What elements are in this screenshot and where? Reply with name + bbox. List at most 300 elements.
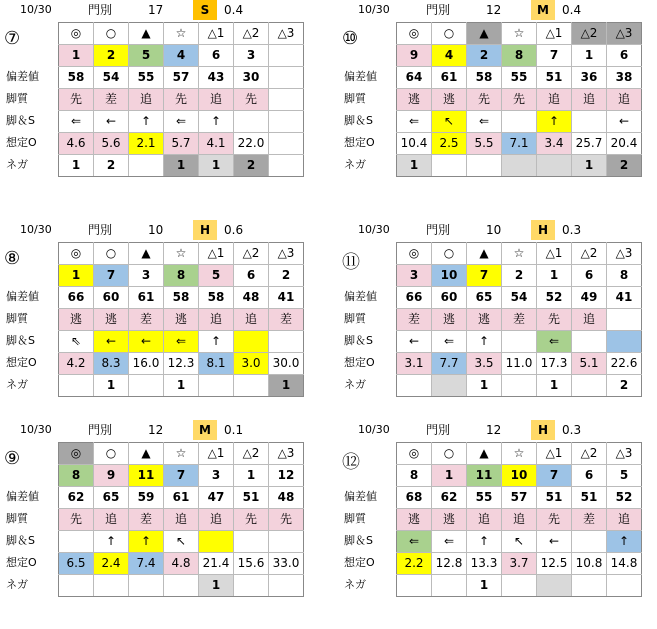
cell-marks: ▲: [467, 243, 502, 265]
cell-arrows: ↑: [607, 531, 642, 553]
cell-odds: 20.4: [607, 133, 642, 155]
cell-marks: ▲: [467, 443, 502, 465]
grid-row-arrows: [397, 111, 642, 133]
cell-marks: ○: [432, 23, 467, 45]
cell-nega: [432, 155, 467, 177]
cell-devs: 66: [59, 287, 94, 309]
race-distance: 12: [486, 3, 502, 17]
grid-row-marks: [397, 23, 642, 45]
grid-row-styles: [59, 509, 304, 531]
cell-marks: △2: [572, 23, 607, 45]
cell-arrows: ⇐: [432, 331, 467, 353]
cell-arrows: [502, 331, 537, 353]
cell-styles: 先: [234, 509, 269, 531]
cell-odds: 5.1: [572, 353, 607, 375]
row-label: 脚＆S: [344, 114, 373, 127]
cell-devs: 51: [572, 487, 607, 509]
cell-odds: 22.6: [607, 353, 642, 375]
cell-nega: [397, 375, 432, 397]
cell-styles: 先: [467, 89, 502, 111]
cell-styles: 先: [269, 509, 304, 531]
race-venue: 門別: [426, 3, 451, 17]
cell-odds: 22.0: [234, 133, 269, 155]
cell-horses: 8: [397, 465, 432, 487]
cell-marks: ▲: [129, 243, 164, 265]
grid-row-odds: [59, 133, 304, 155]
race-number: ⑪: [342, 252, 360, 273]
cell-nega: [607, 575, 642, 597]
race-number: ⑫: [342, 452, 360, 473]
grid-row-nega: [59, 375, 304, 397]
cell-styles: 追: [199, 89, 234, 111]
row-label: 想定O: [6, 356, 37, 369]
cell-marks: ☆: [164, 243, 199, 265]
row-label: 脚＆S: [6, 114, 35, 127]
cell-horses: 2: [467, 45, 502, 67]
cell-marks: △3: [607, 23, 642, 45]
cell-horses: 6: [199, 45, 234, 67]
cell-arrows: ←: [129, 331, 164, 353]
cell-nega: 1: [269, 375, 304, 397]
cell-devs: 52: [607, 487, 642, 509]
race-grid: [396, 442, 642, 597]
cell-nega: [502, 575, 537, 597]
race-condition: 0.4: [224, 3, 244, 17]
cell-arrows: ↑: [129, 111, 164, 133]
race-panel: [0, 420, 320, 620]
cell-marks: ○: [432, 243, 467, 265]
cell-marks: △3: [607, 243, 642, 265]
cell-nega: 1: [397, 155, 432, 177]
row-label: 偏差値: [344, 490, 377, 503]
grid-row-styles: [397, 89, 642, 111]
cell-horses: 8: [502, 45, 537, 67]
cell-horses: 3: [129, 265, 164, 287]
race-grid: [58, 22, 304, 177]
race-condition: 0.3: [562, 223, 582, 237]
cell-odds: 8.3: [94, 353, 129, 375]
cell-nega: 1: [467, 375, 502, 397]
cell-marks: ○: [94, 443, 129, 465]
cell-nega: [572, 375, 607, 397]
row-label: 偏差値: [6, 70, 39, 83]
cell-nega: [432, 575, 467, 597]
grid-row-devs: [397, 487, 642, 509]
cell-odds: 3.7: [502, 553, 537, 575]
cell-devs: 66: [397, 287, 432, 309]
cell-devs: [269, 67, 304, 89]
race-date: 10/30: [358, 423, 390, 436]
cell-odds: 5.5: [467, 133, 502, 155]
cell-odds: 2.2: [397, 553, 432, 575]
cell-horses: 7: [94, 265, 129, 287]
row-label: ネガ: [344, 578, 366, 591]
cell-styles: 差: [129, 509, 164, 531]
grid-row-horses: [59, 465, 304, 487]
cell-arrows: ⇐: [164, 331, 199, 353]
grid-row-styles: [397, 509, 642, 531]
row-label: ネガ: [6, 378, 28, 391]
grid-row-styles: [397, 309, 642, 331]
race-condition: 0.6: [224, 223, 244, 237]
cell-odds: 4.2: [59, 353, 94, 375]
grid-row-styles: [59, 309, 304, 331]
race-header: [338, 0, 657, 20]
cell-nega: 1: [94, 375, 129, 397]
cell-devs: 64: [397, 67, 432, 89]
cell-odds: 5.7: [164, 133, 199, 155]
grid-row-horses: [397, 45, 642, 67]
cell-arrows: ⇐: [164, 111, 199, 133]
cell-marks: ▲: [129, 23, 164, 45]
grid-row-devs: [59, 487, 304, 509]
cell-devs: 59: [129, 487, 164, 509]
cell-arrows: ↑: [94, 531, 129, 553]
row-label: 脚＆S: [6, 334, 35, 347]
cell-devs: 55: [129, 67, 164, 89]
cell-devs: 41: [269, 287, 304, 309]
race-grade: S: [193, 0, 217, 20]
cell-devs: 57: [164, 67, 199, 89]
race-condition: 0.3: [562, 423, 582, 437]
cell-devs: 55: [502, 67, 537, 89]
cell-arrows: ↑: [199, 331, 234, 353]
grid-row-horses: [59, 265, 304, 287]
cell-nega: [502, 375, 537, 397]
race-grid: [58, 442, 304, 597]
cell-horses: 11: [129, 465, 164, 487]
race-distance: 10: [148, 223, 164, 237]
cell-horses: 10: [502, 465, 537, 487]
cell-nega: [234, 575, 269, 597]
cell-devs: 49: [572, 287, 607, 309]
race-header: [0, 220, 320, 240]
cell-marks: ☆: [502, 443, 537, 465]
cell-nega: 1: [199, 155, 234, 177]
cell-marks: △2: [234, 23, 269, 45]
cell-devs: 51: [234, 487, 269, 509]
cell-odds: 3.5: [467, 353, 502, 375]
cell-styles: 追: [572, 309, 607, 331]
race-grade: H: [531, 420, 555, 440]
row-label: 脚質: [344, 92, 366, 105]
race-venue: 門別: [88, 223, 113, 237]
cell-odds: 11.0: [502, 353, 537, 375]
cell-styles: 追: [467, 509, 502, 531]
cell-odds: [269, 133, 304, 155]
cell-nega: [269, 155, 304, 177]
cell-styles: 追: [607, 509, 642, 531]
row-label: 脚＆S: [6, 534, 35, 547]
cell-odds: 12.3: [164, 353, 199, 375]
grid-row-marks: [397, 443, 642, 465]
row-label: ネガ: [6, 158, 28, 171]
cell-odds: 21.4: [199, 553, 234, 575]
cell-marks: ○: [432, 443, 467, 465]
row-label: ネガ: [344, 378, 366, 391]
cell-marks: ○: [94, 243, 129, 265]
cell-horses: 4: [164, 45, 199, 67]
cell-styles: 追: [234, 309, 269, 331]
cell-nega: [164, 575, 199, 597]
cell-arrows: ←: [94, 331, 129, 353]
race-condition: 0.1: [224, 423, 244, 437]
cell-styles: 先: [164, 89, 199, 111]
race-grid: [396, 22, 642, 177]
cell-arrows: ↑: [537, 111, 572, 133]
cell-arrows: [572, 111, 607, 133]
cell-marks: △2: [572, 243, 607, 265]
race-distance: 12: [486, 423, 502, 437]
cell-horses: 8: [607, 265, 642, 287]
cell-arrows: [502, 111, 537, 133]
cell-horses: 8: [59, 465, 94, 487]
cell-arrows: ⇐: [537, 331, 572, 353]
cell-devs: 36: [572, 67, 607, 89]
cell-devs: 54: [502, 287, 537, 309]
cell-devs: 58: [199, 287, 234, 309]
grid-row-nega: [59, 575, 304, 597]
grid-row-arrows: [59, 531, 304, 553]
cell-horses: 7: [164, 465, 199, 487]
cell-styles: 先: [537, 309, 572, 331]
cell-marks: △1: [199, 243, 234, 265]
cell-horses: 1: [432, 465, 467, 487]
cell-nega: [59, 575, 94, 597]
cell-nega: [537, 575, 572, 597]
cell-nega: [467, 155, 502, 177]
cell-marks: △2: [234, 243, 269, 265]
cell-odds: 8.1: [199, 353, 234, 375]
race-header: [338, 220, 657, 240]
cell-marks: ☆: [164, 23, 199, 45]
race-date: 10/30: [20, 423, 52, 436]
cell-nega: [59, 375, 94, 397]
cell-devs: 61: [432, 67, 467, 89]
cell-devs: 60: [94, 287, 129, 309]
row-label: 想定O: [344, 556, 375, 569]
race-date: 10/30: [20, 3, 52, 16]
cell-styles: 逃: [467, 309, 502, 331]
cell-marks: △1: [199, 23, 234, 45]
cell-arrows: [234, 111, 269, 133]
cell-odds: 14.8: [607, 553, 642, 575]
cell-styles: 追: [607, 89, 642, 111]
cell-devs: 65: [467, 287, 502, 309]
cell-styles: 追: [537, 89, 572, 111]
cell-styles: 追: [502, 509, 537, 531]
race-date: 10/30: [358, 3, 390, 16]
cell-styles: 先: [234, 89, 269, 111]
cell-horses: 9: [397, 45, 432, 67]
cell-marks: ▲: [467, 23, 502, 45]
cell-arrows: [59, 531, 94, 553]
cell-arrows: [269, 531, 304, 553]
cell-marks: ◎: [59, 443, 94, 465]
cell-arrows: [572, 331, 607, 353]
cell-styles: 差: [397, 309, 432, 331]
cell-marks: ☆: [164, 443, 199, 465]
cell-arrows: ⇐: [467, 111, 502, 133]
cell-nega: [572, 575, 607, 597]
grid-row-odds: [397, 133, 642, 155]
cell-horses: 5: [607, 465, 642, 487]
cell-nega: [537, 155, 572, 177]
cell-arrows: ⇐: [59, 111, 94, 133]
cell-odds: 17.3: [537, 353, 572, 375]
cell-horses: 4: [432, 45, 467, 67]
cell-devs: 52: [537, 287, 572, 309]
cell-styles: 逃: [432, 309, 467, 331]
cell-horses: 3: [397, 265, 432, 287]
cell-arrows: [234, 531, 269, 553]
cell-nega: [432, 375, 467, 397]
row-label: 偏差値: [344, 290, 377, 303]
cell-horses: 6: [572, 465, 607, 487]
row-label: 想定O: [344, 356, 375, 369]
cell-nega: 2: [607, 375, 642, 397]
cell-devs: 58: [164, 287, 199, 309]
row-label: 脚＆S: [344, 334, 373, 347]
race-condition: 0.4: [562, 3, 582, 17]
cell-marks: △2: [234, 443, 269, 465]
cell-odds: 7.1: [502, 133, 537, 155]
cell-devs: 38: [607, 67, 642, 89]
cell-styles: 追: [199, 509, 234, 531]
cell-horses: 1: [59, 45, 94, 67]
cell-horses: 2: [269, 265, 304, 287]
row-label: 脚質: [6, 512, 28, 525]
race-venue: 門別: [426, 223, 451, 237]
cell-odds: 2.4: [94, 553, 129, 575]
cell-horses: 3: [234, 45, 269, 67]
grid-row-devs: [397, 287, 642, 309]
grid-row-marks: [59, 443, 304, 465]
cell-styles: 差: [502, 309, 537, 331]
race-panel: [338, 220, 657, 420]
race-grade: M: [193, 420, 217, 440]
grid-row-horses: [397, 465, 642, 487]
cell-odds: 15.6: [234, 553, 269, 575]
cell-nega: 1: [467, 575, 502, 597]
race-distance: 10: [486, 223, 502, 237]
race-number: ⑦: [4, 28, 21, 49]
grid-row-nega: [59, 155, 304, 177]
cell-styles: 追: [572, 89, 607, 111]
cell-marks: ◎: [397, 23, 432, 45]
cell-devs: 61: [164, 487, 199, 509]
grid-row-arrows: [59, 331, 304, 353]
cell-odds: 12.8: [432, 553, 467, 575]
grid-row-odds: [59, 353, 304, 375]
cell-devs: 51: [537, 67, 572, 89]
race-panel: [0, 0, 320, 200]
cell-devs: 48: [234, 287, 269, 309]
cell-arrows: [234, 331, 269, 353]
cell-devs: 48: [269, 487, 304, 509]
cell-styles: 差: [129, 309, 164, 331]
cell-devs: 62: [432, 487, 467, 509]
cell-devs: 58: [467, 67, 502, 89]
row-label: 偏差値: [6, 290, 39, 303]
cell-nega: 1: [537, 375, 572, 397]
grid-row-nega: [397, 375, 642, 397]
cell-styles: 逃: [397, 89, 432, 111]
cell-arrows: [269, 331, 304, 353]
cell-odds: 30.0: [269, 353, 304, 375]
cell-devs: 60: [432, 287, 467, 309]
grid-row-arrows: [397, 331, 642, 353]
cell-nega: [397, 575, 432, 597]
race-distance: 12: [148, 423, 164, 437]
cell-marks: ☆: [502, 23, 537, 45]
row-label: 脚＆S: [344, 534, 373, 547]
cell-styles: 差: [94, 89, 129, 111]
cell-nega: [199, 375, 234, 397]
grid-row-horses: [59, 45, 304, 67]
cell-devs: 57: [502, 487, 537, 509]
cell-horses: 7: [537, 465, 572, 487]
cell-nega: [234, 375, 269, 397]
cell-horses: [269, 45, 304, 67]
cell-arrows: ↑: [199, 111, 234, 133]
race-number: ⑩: [342, 28, 359, 49]
cell-horses: 11: [467, 465, 502, 487]
cell-odds: 2.1: [129, 133, 164, 155]
cell-styles: 先: [537, 509, 572, 531]
cell-horses: 3: [199, 465, 234, 487]
row-label: 脚質: [6, 92, 28, 105]
row-label: 想定O: [344, 136, 375, 149]
grid-row-nega: [397, 155, 642, 177]
cell-styles: 先: [59, 509, 94, 531]
cell-marks: ◎: [59, 243, 94, 265]
cell-styles: 追: [94, 509, 129, 531]
grid-row-marks: [59, 23, 304, 45]
cell-marks: ◎: [397, 243, 432, 265]
cell-odds: 10.4: [397, 133, 432, 155]
cell-devs: 61: [129, 287, 164, 309]
cell-devs: 58: [59, 67, 94, 89]
cell-odds: 5.6: [94, 133, 129, 155]
cell-styles: [269, 89, 304, 111]
row-label: 想定O: [6, 136, 37, 149]
grid-row-nega: [397, 575, 642, 597]
cell-styles: 逃: [94, 309, 129, 331]
cell-nega: 1: [59, 155, 94, 177]
cell-horses: 5: [129, 45, 164, 67]
race-panel: [338, 0, 657, 200]
cell-marks: ☆: [502, 243, 537, 265]
cell-nega: [94, 575, 129, 597]
row-label: 偏差値: [6, 490, 39, 503]
cell-arrows: ⇐: [397, 111, 432, 133]
race-date: 10/30: [358, 223, 390, 236]
cell-nega: 1: [164, 155, 199, 177]
race-grid: [58, 242, 304, 397]
cell-horses: 2: [502, 265, 537, 287]
cell-arrows: ↖: [502, 531, 537, 553]
cell-styles: 逃: [432, 509, 467, 531]
cell-styles: 逃: [164, 309, 199, 331]
cell-nega: 2: [234, 155, 269, 177]
race-grade: H: [193, 220, 217, 240]
row-label: 脚質: [6, 312, 28, 325]
grid-row-devs: [397, 67, 642, 89]
grid-row-styles: [59, 89, 304, 111]
grid-row-arrows: [397, 531, 642, 553]
cell-marks: ◎: [397, 443, 432, 465]
